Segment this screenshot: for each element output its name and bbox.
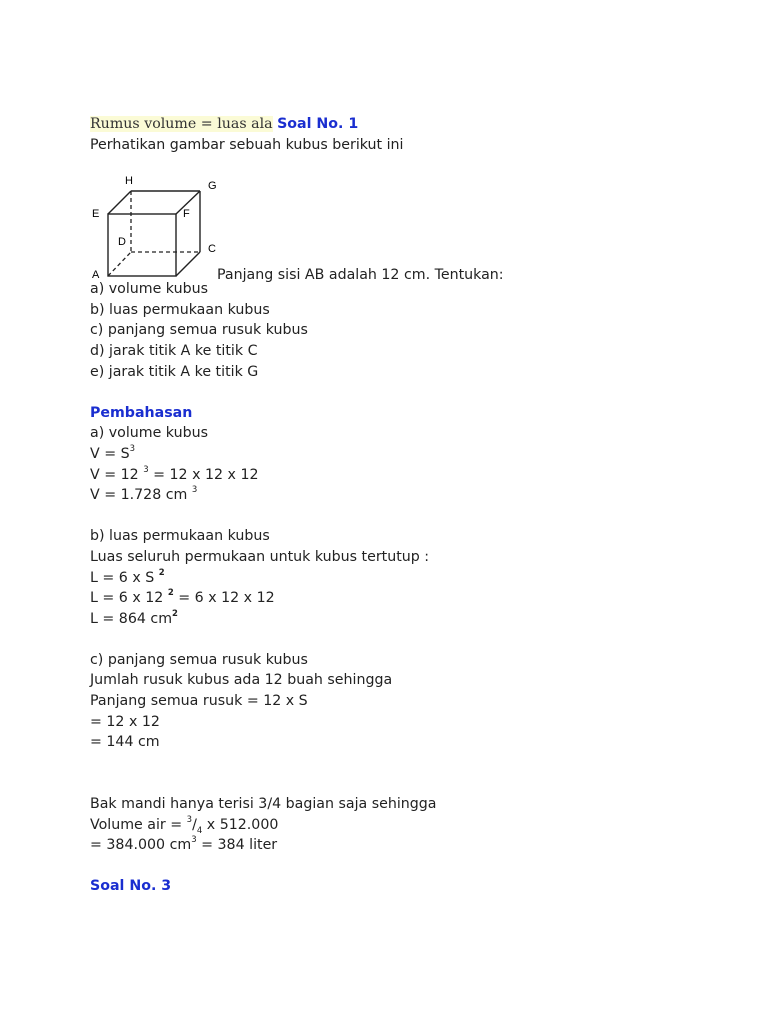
question-text: Panjang sisi AB adalah 12 cm. Tentukan: <box>217 266 504 283</box>
spacer <box>90 506 730 527</box>
section-b-heading: b) luas permukaan kubus <box>90 528 270 545</box>
section-a-heading: a) volume kubus <box>90 425 208 442</box>
cube-edge-bc <box>176 252 200 276</box>
spacer <box>90 382 730 403</box>
section-c-line-1: Jumlah rusuk kubus ada 12 buah sehingga <box>90 672 393 689</box>
intro-text: Perhatikan gambar sebuah kubus berikut ini <box>90 136 404 153</box>
spacer <box>90 753 730 774</box>
cube-figure-row <box>90 169 730 283</box>
title-line <box>90 114 730 135</box>
vertex-label-e: E <box>92 208 100 221</box>
section-b-line-3: L = 864 $cm^2$ <box>90 608 178 627</box>
spacer <box>90 629 730 650</box>
section-c-heading: c) panjang semua rusuk kubus <box>90 651 308 668</box>
cube-hidden-edge-ad <box>108 252 131 276</box>
spacer <box>90 856 730 877</box>
vertex-label-h: H <box>125 175 133 188</box>
section-c-line-2: Panjang semua rusuk = 12 x S <box>90 693 308 710</box>
section-a-line-3: V = 1.728 cm $^3$ <box>90 485 198 504</box>
vertex-label-d: D <box>118 236 126 249</box>
section-a-line-1: $V = S^3$ <box>90 444 136 462</box>
document-body <box>90 114 730 897</box>
task-b: b) luas permukaan kubus <box>90 301 270 318</box>
section-a-line-2: V = 12 $^3$ = 12 x 12 x 12 <box>90 464 259 483</box>
cube-edge-eh <box>108 191 131 214</box>
task-d: d) jarak titik A ke titik C <box>90 342 258 359</box>
task-c: c) panjang semua rusuk kubus <box>90 322 308 339</box>
vertex-label-a: A <box>92 269 100 280</box>
formula-highlight: Rumus volume = luas ala <box>90 116 273 132</box>
soal-3-heading: Soal No. 3 <box>90 878 172 895</box>
section-b-line-1: L = 6 x S $^2$ <box>90 567 165 586</box>
task-e: e) jarak titik A ke titik G <box>90 363 259 380</box>
task-a: a) volume kubus <box>90 281 208 298</box>
spacer <box>90 773 730 794</box>
bak-line-1: Bak mandi hanya terisi 3/4 bagian saja sehingga <box>90 796 437 813</box>
soal-1-heading: Soal No. 1 <box>277 116 359 132</box>
bak-line-2: Volume air = $^3/_4$ x 512.000 <box>90 814 279 836</box>
bak-line-3: = 384.000 $cm^3 = 384$ liter <box>90 835 278 854</box>
section-b-line-2: L = 6 x 12 $^2$ = 6 x 12 x 12 <box>90 588 275 607</box>
vertex-label-c: C <box>208 243 216 256</box>
cube-diagram <box>90 169 220 279</box>
vertex-label-f: F <box>183 208 190 221</box>
section-c-line-3: = 12 x 12 <box>90 713 160 730</box>
section-b-desc: Luas seluruh permukaan untuk kubus tertutup : <box>90 548 430 565</box>
vertex-label-g: G <box>208 180 217 193</box>
pembahasan-heading: Pembahasan <box>90 404 193 421</box>
section-c-line-4: = 144 cm <box>90 734 160 751</box>
